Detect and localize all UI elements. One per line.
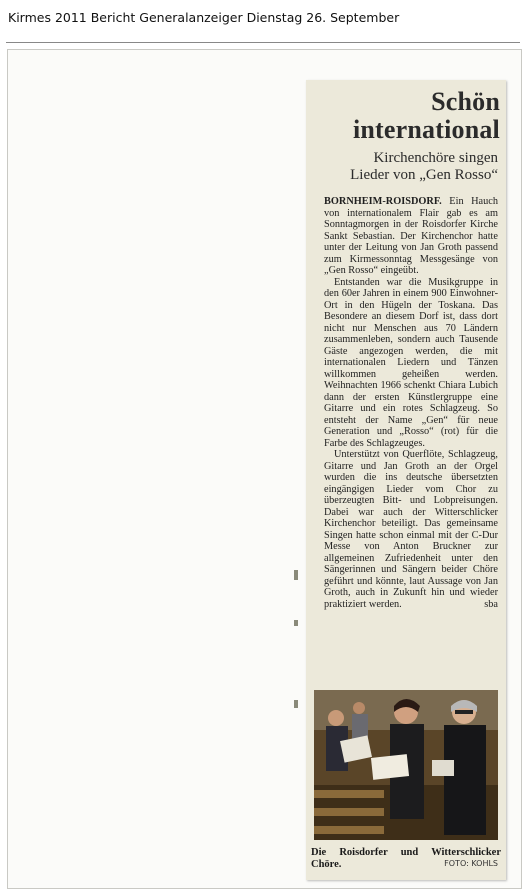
article-photo <box>314 690 498 840</box>
article-body <box>324 196 498 610</box>
newspaper-clipping <box>306 80 506 880</box>
article-subheadline <box>312 150 498 184</box>
photo-caption: Die Roisdorfer und Witterschlicker Chöre. <box>311 847 501 870</box>
title-divider <box>6 42 520 43</box>
author-signature: sba <box>484 598 498 610</box>
scan-artifact <box>294 570 298 580</box>
paragraph-text: Unterstützt von Querflöte, Schlagzeug, Gitarre und Jan Groth an der Orgel wurden die ins deutsche übersetzten eingängigen Lieder vom Chor zu überzeugten Bitt- und Lobpreisungen. Dabei war auch der Witterschlicker Kirchenchor beteiligt. Das gemeinsame Singen hatte schon einmal mit der C-Dur Messe von Anton Bruckner zur allgemeinen Zufriedenheit unter den Sängerinnen und Sängern beider Chöre geführt und könnte, laut Aussage von Jan Groth, auch in Zukunft hin und wieder praktiziert werden. <box>324 449 498 610</box>
page-title: Kirmes 2011 Bericht Generalanzeiger Dienstag 26. September <box>8 10 400 25</box>
headline-line: international <box>352 115 500 144</box>
paragraph-text: Ein Hauch von internationalem Flair gab es am Sonntagmorgen in der Roisdorfer Kirche Sankt Sebastian. Der Kirchenchor hatte unter der Leitung von Jan Groth passend zum Kirmessonntag Messgesänge von „Gen Rosso“ eingeübt. <box>324 196 498 276</box>
photo-credit: FOTO: KOHLS <box>444 859 498 868</box>
scan-artifact <box>294 700 298 708</box>
headline-line: Schön <box>431 87 500 116</box>
article-paragraph: Entstanden war die Musikgruppe in den 60er Jahren in einem 900 Einwohner-Ort in den Hügeln der Toskana. Das Besondere an diesem Dorf ist, dass dort nicht nur Menschen aus 70 Ländern zusammenleben, sondern auch Tausende Gäste angezogen werden, die mit internationalen Liedern und Tänzen willkommen geheißen werden. Weihnachten 1966 schenkt Chiara Lubich dann der ersten Künstlergruppe eine Gitarre und ein rotes Schlagzeug. So entsteht der Name „Gen“ für neue Generation und „Rosso“ (rot) für die Farbe des Schlagzeuges. <box>324 276 498 449</box>
subheadline-line: Kirchenchöre singen <box>373 150 498 166</box>
article-headline <box>312 88 500 144</box>
article-paragraph <box>324 449 498 610</box>
dateline: BORNHEIM-ROISDORF. <box>324 196 442 207</box>
scan-artifact <box>294 620 298 626</box>
article-paragraph <box>324 196 498 277</box>
subheadline-line: Lieder von „Gen Rosso“ <box>350 167 498 183</box>
